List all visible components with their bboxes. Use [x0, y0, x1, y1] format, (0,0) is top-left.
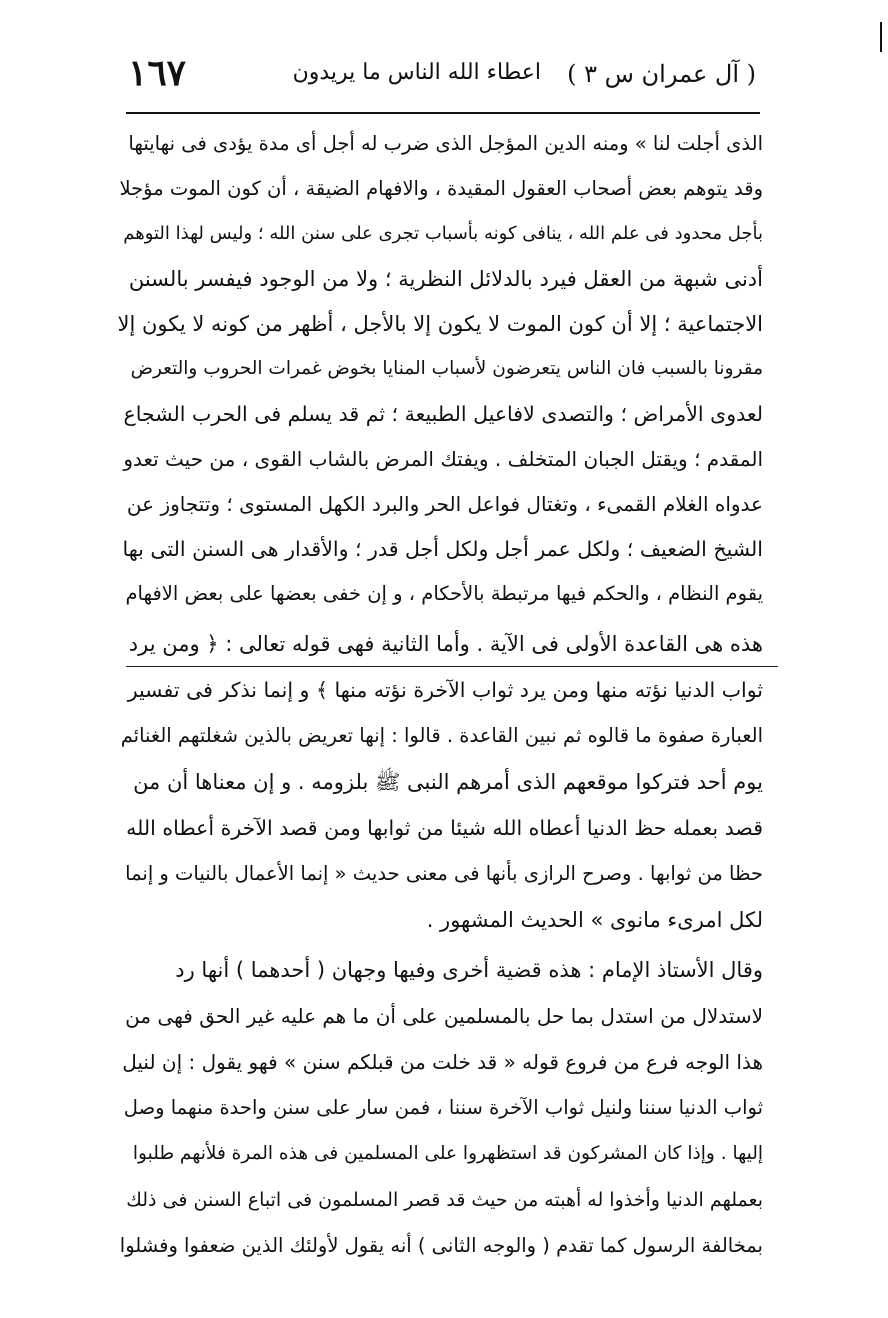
text-line: عدواه الغلام القمىء ، وتغتال فواعل الحر والبرد الكهل المستوى ؛ وتتجاوز عن	[126, 492, 763, 516]
text-line: الاجتماعية ؛ إلا أن كون الموت لا يكون إلا بالأجل ، أظهر من كونه لا يكون إلا	[118, 312, 763, 336]
text-line: قصد بعمله حظ الدنيا أعطاه الله شيئا من ثوابها ومن قصد الآخرة أعطاه الله	[126, 816, 763, 840]
text-line: الشيخ الضعيف ؛ ولكل عمر أجل ولكل أجل قدر ؛ والأقدار هى السنن التى بها	[122, 537, 763, 561]
text-line: ثواب الدنيا نؤته منها ومن يرد ثواب الآخرة نؤته منها ﴾ و إنما نذكر فى تفسير	[127, 678, 763, 702]
header-rule	[126, 112, 760, 114]
running-title: اعطاء الله الناس ما يريدون	[292, 60, 541, 85]
text-line: إليها . وإذا كان المشركون قد استظهروا على المسلمين فى هذه المرة فلأنهم طلبوا	[132, 1143, 763, 1164]
text-line: لعدوى الأمراض ؛ والتصدى لافاعيل الطبيعة ؛ ثم قد يسلم فى الحرب الشجاع	[123, 402, 763, 426]
text-line: يوم أحد فتركوا موقعهم الذى أمرهم النبى ﷺ بلزومه . و إن معناها أن من	[133, 770, 763, 794]
text-line: لاستدلال من استدل بما حل بالمسلمين على أن ما هم عليه غير الحق فهى من	[125, 1004, 763, 1028]
text-line: وقال الأستاذ الإمام : هذه قضية أخرى وفيها وجهان ( أحدهما ) أنها رد	[175, 958, 763, 982]
text-line: أدنى شبهة من العقل فيرد بالدلائل النظرية ؛ ولا من الوجود فيفسر بالسنن	[128, 267, 763, 291]
text-line: هذا الوجه فرع من فروع قوله « قد خلت من قبلكم سنن » فهو يقول : إن لنيل	[122, 1050, 763, 1074]
text-line: مقرونا بالسبب فان الناس يتعرضون لأسباب المنايا بخوض غمرات الحروب والتعرض	[130, 358, 763, 379]
surah-reference: ( آل عمران س ٣ )	[567, 60, 756, 88]
page-edge-mark	[880, 22, 882, 52]
text-line: وقد يتوهم بعض أصحاب العقول المقيدة ، والافهام الضيقة ، أن كون الموت مؤجلا	[119, 177, 763, 200]
running-header	[128, 52, 756, 108]
text-line: بمخالفة الرسول كما تقدم ( والوجه الثانى ) أنه يقول لأولئك الذين ضعفوا وفشلوا	[119, 1234, 763, 1257]
text-line: ثواب الدنيا سننا ولنيل ثواب الآخرة سننا ، فمن سار على سنن واحدة منهما وصل	[123, 1096, 763, 1119]
text-line: العبارة صفوة ما قالوه ثم نبين القاعدة . قالوا : إنها تعريض بالذين شغلتهم الغنائم	[120, 724, 763, 747]
text-line: لكل امرىء مانوى » الحديث المشهور .	[426, 908, 763, 932]
text-line: الذى أجلت لنا » ومنه الدين المؤجل الذى ضرب له أجل أى مدة يؤدى فى نهايتها	[128, 132, 763, 155]
text-line: بعملهم الدنيا وأخذوا له أهبته من حيث قد قصر المسلمون فى اتباع السنن فى ذلك	[126, 1189, 763, 1211]
page-number: ١٦٧	[128, 52, 187, 94]
text-line: يقوم النظام ، والحكم فيها مرتبطة بالأحكام ، و إن خفى بعضها على بعض الافهام	[125, 582, 763, 605]
text-line: حظا من ثوابها . وصرح الرازى بأنها فى معنى حديث « إنما الأعمال بالنيات و إنما	[125, 862, 763, 885]
text-line: المقدم ؛ ويقتل الجبان المتخلف . ويفتك المرض بالشاب القوى ، من حيث تعدو	[123, 447, 763, 471]
text-line: بأجل محدود فى علم الله ، ينافى كونه بأسباب تجرى على سنن الله ؛ وليس لهذا التوهم	[123, 223, 763, 244]
section-rule	[126, 666, 778, 667]
text-line: هذه هى القاعدة الأولى فى الآية . وأما الثانية فهى قوله تعالى : ﴿ ومن يرد	[128, 632, 763, 656]
